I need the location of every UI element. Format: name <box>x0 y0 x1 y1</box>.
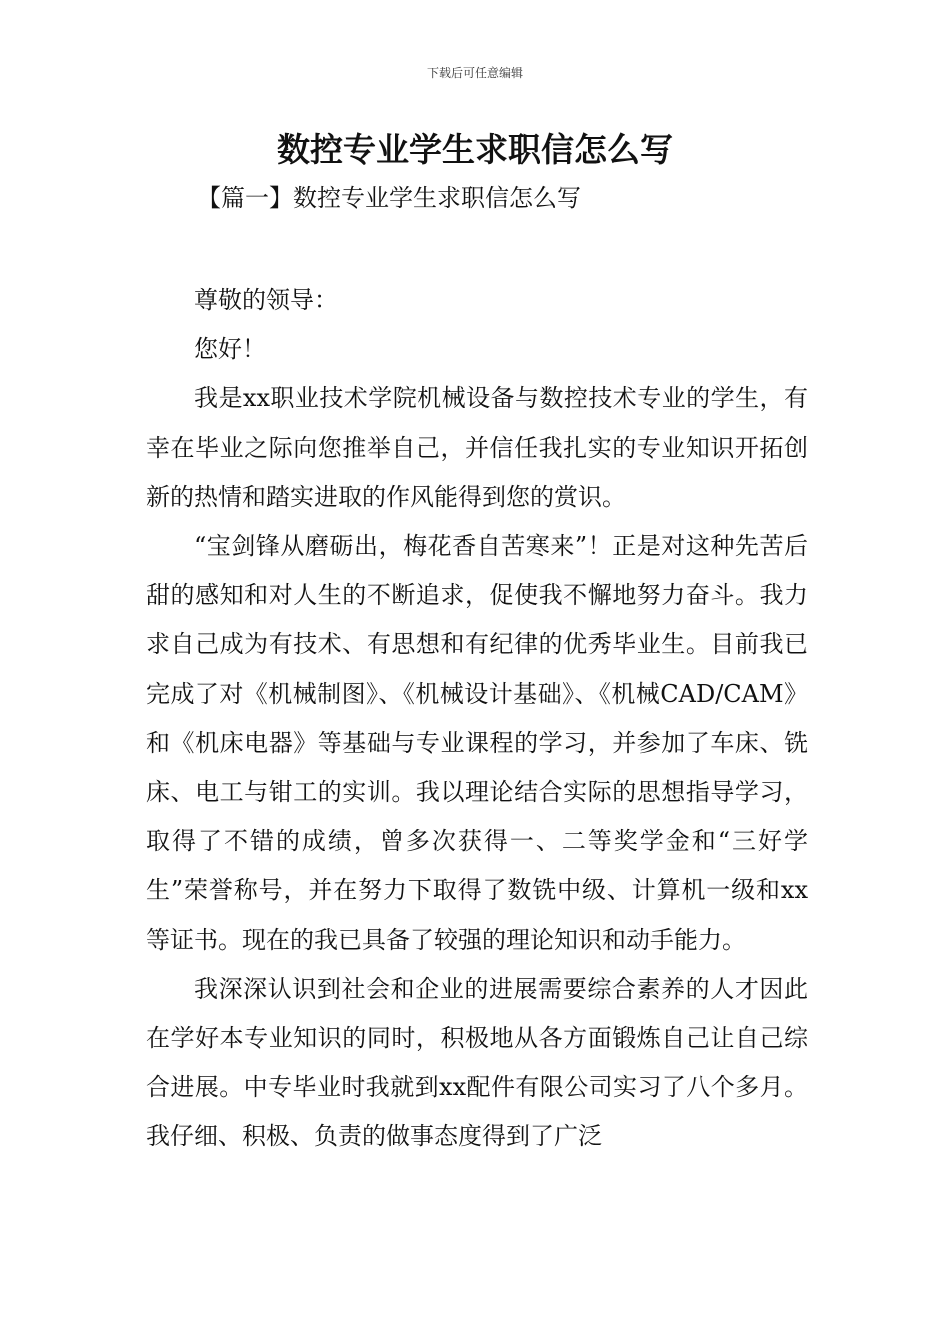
letter-body <box>146 276 808 1162</box>
greeting: 您好！ <box>194 335 266 364</box>
body-paragraph-2: “宝剑锋从磨砺出，梅花香自苦寒来”！正是对这种先苦后甜的感知和对人生的不断追求，促使我不懈地努力奋斗。我力求自己成为有技术、有思想和有纪律的优秀毕业生。目前我已完成了对《机械制图》、《机械设计基础》、《机械CAD/CAM》和《机床电器》等基础与专业课程的学习，并参加了车床、铣床、电工与钳工的实训。我以理论结合实际的思想指导学习，取得了不错的成绩，曾多次获得一、二等奖学金和“三好学生”荣誉称号，并在努力下取得了数铣中级、计算机一级和xx等证书。现在的我已具备了较强的理论知识和动手能力。 <box>146 532 808 954</box>
body-paragraph-3: 我深深认识到社会和企业的进展需要综合素养的人才因此在学好本专业知识的同时，积极地从各方面锻炼自己让自己综合进展。中专毕业时我就到xx配件有限公司实习了八个多月。我仔细、积极、负责的做事态度得到了广泛 <box>146 974 808 1151</box>
salutation: 尊敬的领导： <box>194 286 338 314</box>
body-paragraph-1: 我是xx职业技术学院机械设备与数控技术专业的学生，有幸在毕业之际向您推举自己，并信任我扎实的专业知识开拓创新的热情和踏实进取的作风能得到您的赏识。 <box>146 384 808 511</box>
header-note: 下载后可任意编辑 <box>426 66 523 80</box>
section-subtitle: 【篇一】数控专业学生求职信怎么写 <box>197 184 581 212</box>
document-title: 数控专业学生求职信怎么写 <box>277 130 673 169</box>
